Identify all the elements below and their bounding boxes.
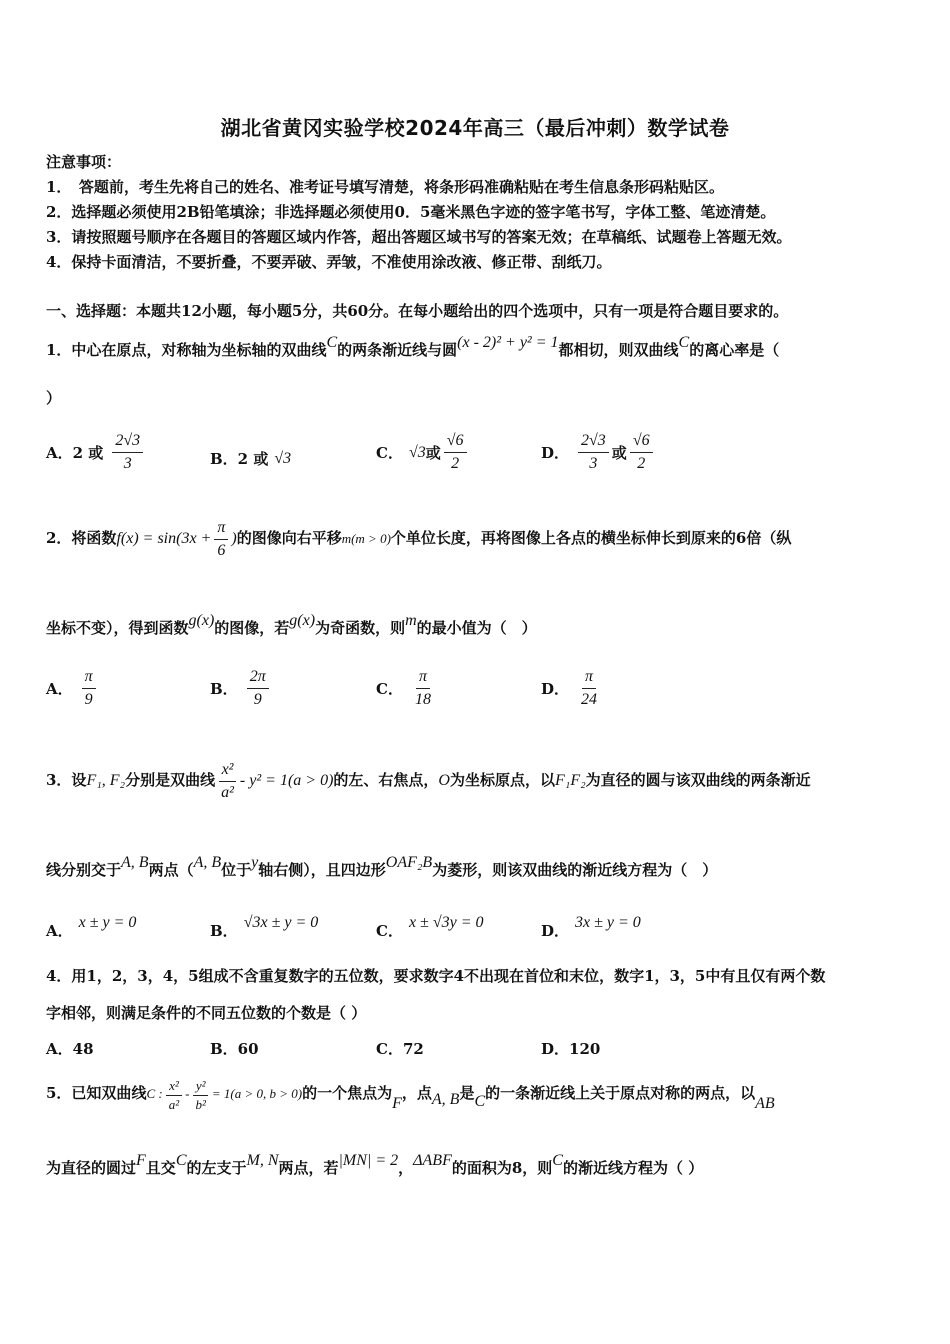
q2-function-fraction bbox=[214, 517, 228, 562]
q1-text: 1．中心在原点，对称轴为坐标轴的双曲线 bbox=[46, 341, 327, 359]
fraction-numerator: x² bbox=[219, 759, 237, 782]
q1-option-d-label: D． bbox=[541, 444, 570, 462]
q3-hyperbola bbox=[215, 757, 333, 805]
q5-points-mn: M, N bbox=[246, 1152, 279, 1169]
q5-hyperbola-fraction-x bbox=[166, 1077, 182, 1114]
q3-points-ab: A, B bbox=[121, 854, 149, 871]
q4-option-a[interactable]: A．48 bbox=[46, 1040, 94, 1058]
q1-var-c: C bbox=[326, 334, 338, 351]
question-1-line-2: ） bbox=[46, 389, 62, 407]
q5-text: 的一个焦点为 bbox=[302, 1084, 393, 1102]
q5-segment-ab: AB bbox=[755, 1095, 775, 1112]
q4-option-c[interactable]: C．72 bbox=[376, 1040, 424, 1058]
q1-option-b-expr: √3 bbox=[274, 449, 292, 467]
q1-option-a-label: A．2 或 bbox=[46, 444, 104, 462]
q5-hyperbola-fraction-y bbox=[192, 1077, 208, 1114]
q1-text: 的两条渐近线与圆 bbox=[337, 341, 458, 359]
q2-option-b-label: B． bbox=[210, 680, 238, 698]
q5-text: ，点 bbox=[401, 1084, 432, 1102]
q1-option-d-fraction-2 bbox=[630, 430, 653, 475]
q1-var-c: C bbox=[678, 334, 690, 351]
q2-option-c-label: C． bbox=[376, 680, 403, 698]
q1-option-d[interactable] bbox=[541, 430, 656, 475]
q5-var-c: C bbox=[552, 1152, 563, 1169]
q2-option-c[interactable] bbox=[376, 666, 437, 711]
q5-hyperbola-prefix: C : bbox=[146, 1086, 163, 1101]
q5-text: 的面积为8，则 bbox=[451, 1159, 553, 1177]
fraction-numerator: π bbox=[82, 666, 96, 689]
fraction-numerator: 2π bbox=[247, 666, 269, 689]
question-1-line-1 bbox=[46, 334, 780, 361]
q1-option-c-or: 或 bbox=[425, 444, 441, 462]
q1-option-b-label: B．2 或 bbox=[210, 450, 269, 468]
fraction-denominator: 9 bbox=[84, 691, 93, 708]
question-5-line-1 bbox=[46, 1070, 775, 1117]
q2-option-b-fraction bbox=[247, 666, 269, 711]
q3-quadrilateral: OAF₂B bbox=[385, 854, 433, 871]
q1-option-a[interactable] bbox=[46, 430, 146, 475]
q3-option-a[interactable] bbox=[46, 912, 137, 940]
q3-option-d[interactable] bbox=[541, 912, 641, 940]
q1-option-c[interactable] bbox=[376, 430, 470, 475]
q2-text: 个单位长度，再将图像上各点的横坐标伸长到原来的6倍（纵 bbox=[390, 529, 792, 547]
fraction-numerator: π bbox=[214, 517, 228, 540]
q2-text: 坐标不变），得到函数 bbox=[46, 619, 189, 637]
q5-hyperbola bbox=[146, 1071, 302, 1117]
q2-option-a-fraction bbox=[82, 666, 96, 711]
fraction-numerator: y² bbox=[193, 1077, 209, 1096]
q5-mn-length: |MN| = 2 bbox=[338, 1152, 399, 1169]
q5-text: ， bbox=[398, 1159, 414, 1177]
q2-text: 的图像，若 bbox=[214, 619, 290, 637]
fraction-denominator: 2 bbox=[451, 455, 460, 472]
notice-item-3: 3．请按照题号顺序在各题目的答题区域内作答，超出答题区域书写的答案无效；在草稿纸、试题卷上答题无效。 bbox=[46, 228, 792, 246]
q3-points-ab: A, B bbox=[193, 854, 222, 871]
q3-text: 位于 bbox=[221, 861, 252, 879]
q3-option-b[interactable] bbox=[210, 912, 319, 940]
q2-function-left: f(x) = sin(3x + bbox=[116, 530, 212, 547]
q5-triangle: ΔABF bbox=[413, 1152, 452, 1169]
q2-option-d-fraction bbox=[578, 666, 600, 711]
q5-text: 为直径的圆过 bbox=[46, 1159, 137, 1177]
fraction-denominator: a² bbox=[221, 783, 234, 801]
q2-text: 的最小值为（ ） bbox=[416, 619, 537, 637]
q2-option-b[interactable] bbox=[210, 666, 272, 711]
fraction-numerator: √6 bbox=[444, 430, 467, 453]
q5-var-c: C bbox=[175, 1152, 187, 1169]
fraction-denominator: 3 bbox=[123, 455, 132, 472]
q3-segment-f1f2: F₁F₂ bbox=[555, 772, 586, 789]
q5-text: 两点，若 bbox=[278, 1159, 339, 1177]
q3-option-c-expr: x ± √3y = 0 bbox=[408, 913, 484, 931]
page-title: 湖北省黄冈实验学校2024年高三（最后冲刺）数学试卷 bbox=[220, 116, 730, 140]
q4-option-b[interactable]: B．60 bbox=[210, 1040, 259, 1058]
q5-text: 5．已知双曲线 bbox=[46, 1084, 147, 1102]
fraction-denominator: 9 bbox=[253, 691, 262, 708]
q1-text: 都相切，则双曲线 bbox=[558, 341, 679, 359]
q3-option-b-expr: √3x ± y = 0 bbox=[243, 913, 319, 931]
q1-option-a-fraction bbox=[112, 430, 143, 475]
q3-text: 为直径的圆与该双曲线的两条渐近 bbox=[585, 771, 811, 789]
q3-hyperbola-right: - y² = 1(a > 0) bbox=[239, 772, 334, 789]
q2-function bbox=[116, 515, 236, 563]
section-heading: 一、选择题：本题共12小题，每小题5分，共60分。在每小题给出的四个选项中，只有一项是符合题目要求的。 bbox=[46, 302, 789, 320]
q2-option-d[interactable] bbox=[541, 666, 603, 711]
q2-var-m: m bbox=[405, 612, 417, 629]
question-3-line-1 bbox=[46, 756, 811, 805]
notice-item-4: 4．保持卡面清洁，不要折叠，不要弄破、弄皱，不准使用涂改液、修正带、刮纸刀。 bbox=[46, 253, 612, 271]
fraction-numerator: π bbox=[582, 666, 596, 689]
q5-hyperbola-condition: = 1(a > 0, b > 0) bbox=[211, 1086, 303, 1101]
q2-option-d-label: D． bbox=[541, 680, 570, 698]
q2-text: 2．将函数 bbox=[46, 529, 117, 547]
fraction-denominator: 18 bbox=[414, 691, 431, 708]
question-4-line-1: 4．用1，2，3，4，5组成不含重复数字的五位数，要求数字4不出现在首位和末位，数字1，3，5中有且仅有两个数 bbox=[46, 967, 826, 985]
q2-m-condition: m(m > 0) bbox=[341, 531, 391, 546]
q1-circle-equation: (x - 2)² + y² = 1 bbox=[457, 334, 559, 351]
notice-item-2: 2．选择题必须使用2B铅笔填涂；非选择题必须使用0．5毫米黑色字迹的签字笔书写，字体工整、笔迹清楚。 bbox=[46, 203, 776, 221]
q5-text: 的一条渐近线上关于原点对称的两点，以 bbox=[485, 1084, 756, 1102]
q3-text: 3．设 bbox=[46, 771, 87, 789]
question-2-line-1 bbox=[46, 514, 791, 563]
q3-text: 线分别交于 bbox=[46, 861, 122, 879]
q2-option-a[interactable] bbox=[46, 666, 99, 711]
q3-text: 轴右侧），且四边形 bbox=[258, 861, 386, 879]
q5-text: 的渐近线方程为（ ） bbox=[562, 1159, 704, 1177]
q5-var-c: C bbox=[474, 1093, 486, 1110]
q2-option-c-fraction bbox=[412, 666, 434, 711]
q3-text: 的左、右焦点， bbox=[333, 771, 439, 789]
fraction-numerator: √6 bbox=[630, 430, 653, 453]
notice-heading: 注意事项： bbox=[46, 153, 122, 171]
q5-text: 的左支于 bbox=[186, 1159, 247, 1177]
fraction-numerator: 2√3 bbox=[112, 430, 143, 453]
q3-text: 分别是双曲线 bbox=[125, 771, 216, 789]
q4-option-d[interactable]: D．120 bbox=[541, 1040, 601, 1058]
fraction-denominator: 6 bbox=[217, 541, 226, 559]
question-5-line-2 bbox=[46, 1152, 704, 1179]
q3-text: 两点（ bbox=[148, 861, 194, 879]
fraction-numerator: 2√3 bbox=[578, 430, 609, 453]
q3-text: 为菱形，则该双曲线的渐近线方程为（ ） bbox=[432, 861, 718, 879]
q3-option-d-label: D． bbox=[541, 922, 570, 940]
q2-option-a-label: A． bbox=[46, 680, 73, 698]
q2-g-function: g(x) bbox=[188, 612, 215, 629]
fraction-numerator: π bbox=[416, 666, 430, 689]
q1-option-d-or: 或 bbox=[611, 444, 627, 462]
fraction-denominator: 3 bbox=[589, 455, 598, 472]
q3-option-c-label: C． bbox=[376, 922, 403, 940]
q3-origin: O bbox=[438, 772, 450, 789]
q5-hyperbola-minus: - bbox=[185, 1086, 190, 1101]
q3-y-axis: y bbox=[251, 854, 259, 871]
q5-text: 且交 bbox=[145, 1159, 176, 1177]
q3-option-a-label: A． bbox=[46, 922, 73, 940]
q2-g-function: g(x) bbox=[289, 612, 316, 629]
q2-function-right: ) bbox=[231, 530, 237, 547]
q1-text: 的离心率是（ bbox=[689, 341, 780, 359]
q1-option-b[interactable] bbox=[210, 448, 291, 469]
q5-text: 是 bbox=[459, 1084, 475, 1102]
q3-foci: F₁, F₂ bbox=[86, 772, 126, 789]
q3-option-a-expr: x ± y = 0 bbox=[78, 913, 137, 931]
q5-focus-f: F bbox=[392, 1095, 402, 1112]
notice-item-1: 1． 答题前，考生先将自己的姓名、准考证号填写清楚，将条形码准确粘贴在考生信息条形码粘贴区。 bbox=[46, 178, 724, 196]
q1-option-c-label: C． bbox=[376, 444, 403, 462]
q1-option-c-fraction bbox=[444, 430, 467, 475]
question-4-line-2: 字相邻，则满足条件的不同五位数的个数是（ ） bbox=[46, 1004, 367, 1022]
q3-hyperbola-fraction bbox=[218, 759, 237, 804]
fraction-denominator: b² bbox=[195, 1096, 206, 1112]
fraction-denominator: a² bbox=[168, 1096, 180, 1112]
q1-option-d-fraction-1 bbox=[578, 430, 609, 475]
fraction-numerator: x² bbox=[166, 1077, 182, 1096]
q2-text: 为奇函数，则 bbox=[315, 619, 406, 637]
q5-points-ab: A, B bbox=[431, 1091, 460, 1108]
q1-option-c-expr: √3 bbox=[408, 443, 426, 461]
fraction-denominator: 2 bbox=[637, 455, 646, 472]
q3-option-d-expr: 3x ± y = 0 bbox=[575, 913, 641, 931]
question-3-line-2 bbox=[46, 854, 718, 881]
q3-option-c[interactable] bbox=[376, 912, 484, 940]
fraction-denominator: 24 bbox=[581, 691, 598, 708]
q5-focus-f: F bbox=[136, 1152, 146, 1169]
q2-text: 的图像向右平移 bbox=[236, 529, 342, 547]
q3-option-b-label: B． bbox=[210, 922, 238, 940]
q3-text: 为坐标原点，以 bbox=[449, 771, 555, 789]
question-2-line-2 bbox=[46, 612, 537, 639]
